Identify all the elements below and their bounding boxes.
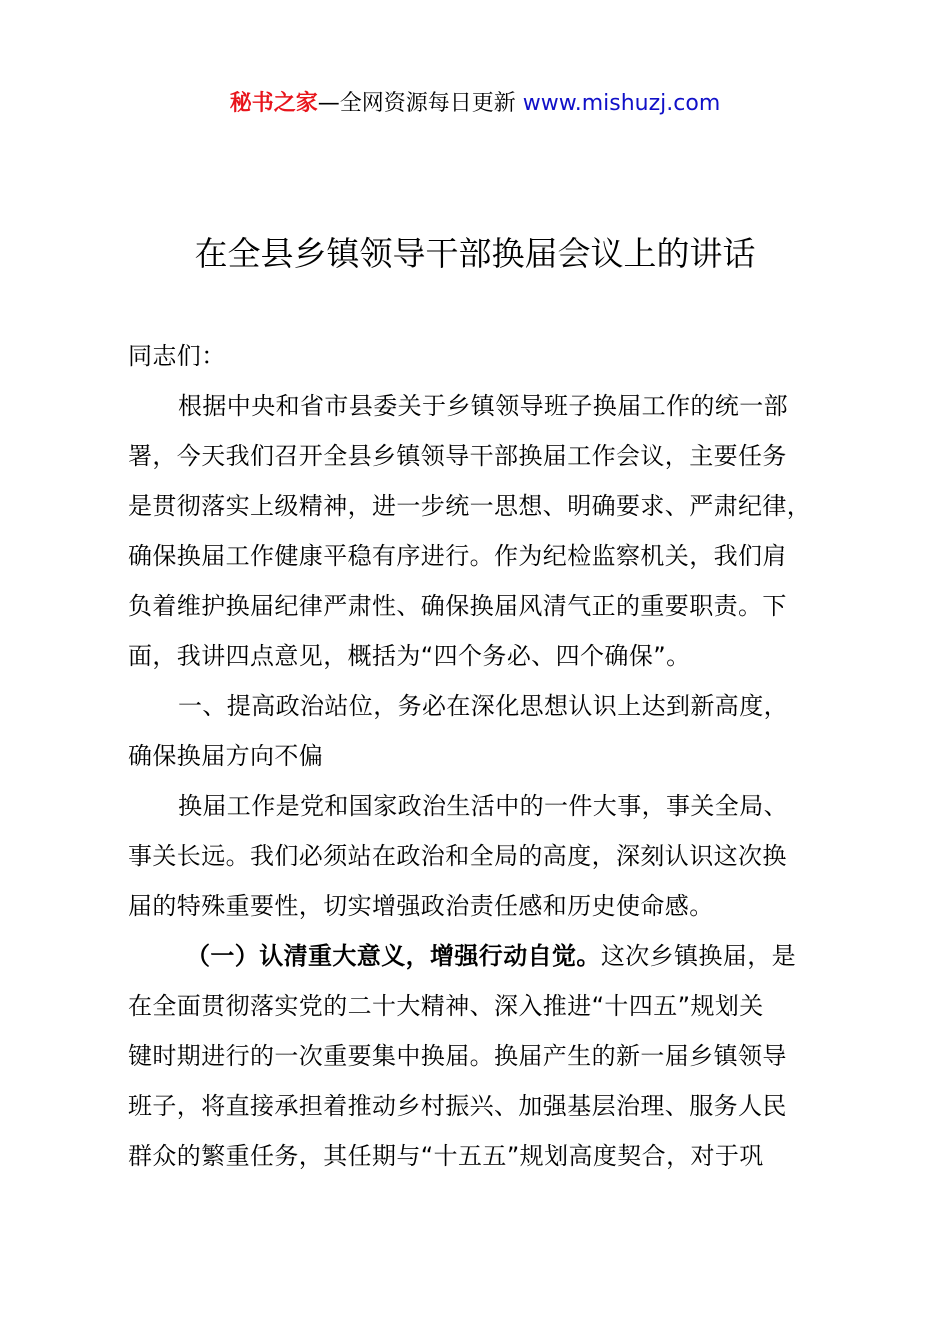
section-heading-line: 一、提高政治站位，务必在深化思想认识上达到新高度， [178,692,788,720]
paragraph-line: 根据中央和省市县委关于乡镇领导班子换届工作的统一部 [178,392,788,420]
document-title: 在全县乡镇领导干部换届会议上的讲话 [194,234,756,273]
section-heading-line: 确保换届方向不偏 [128,742,324,770]
paragraph-line: 届的特殊重要性，切实增强政治责任感和历史使命感。 [128,892,714,920]
paragraph-line: 面，我讲四点意见，概括为“四个务必、四个确保”。 [128,642,691,670]
paragraph-line: 换届工作是党和国家政治生活中的一件大事，事关全局、 [178,792,788,820]
paragraph-line: 事关长远。我们必须站在政治和全局的高度，深刻认识这次换 [128,842,787,870]
paragraph-line: 键时期进行的一次重要集中换届。换届产生的新一届乡镇领导 [128,1042,787,1070]
subheading-bold: （一）认清重大意义，增强行动自觉。 [186,942,601,970]
paragraph-line: 班子，将直接承担着推动乡村振兴、加强基层治理、服务人民 [128,1092,787,1120]
paragraph-line: 确保换届工作健康平稳有序进行。作为纪检监察机关，我们肩 [128,542,787,570]
paragraph-line: 群众的繁重任务，其任期与“十五五”规划高度契合，对于巩 [128,1142,764,1170]
document-body [128,331,838,1181]
subheading-line [128,931,838,981]
paragraph-line: 负着维护换届纪律严肃性、确保换届风清气正的重要职责。下 [128,592,787,620]
subheading-rest: 这次乡镇换届，是 [600,942,797,970]
site-url-link[interactable]: www.mishuzj.com [522,91,721,116]
brand-name: 秘书之家 [229,91,318,116]
paragraph-line: 署，今天我们召开全县乡镇领导干部换届工作会议，主要任务 [128,442,787,470]
banner-slogan: —全网资源每日更新 [317,91,516,116]
site-banner [0,86,950,122]
salutation: 同志们： [128,342,226,370]
paragraph-line: 在全面贯彻落实党的二十大精神、深入推进“十四五”规划关 [128,992,764,1020]
paragraph-line: 是贯彻落实上级精神，进一步统一思想、明确要求、严肃纪律， [128,492,812,520]
